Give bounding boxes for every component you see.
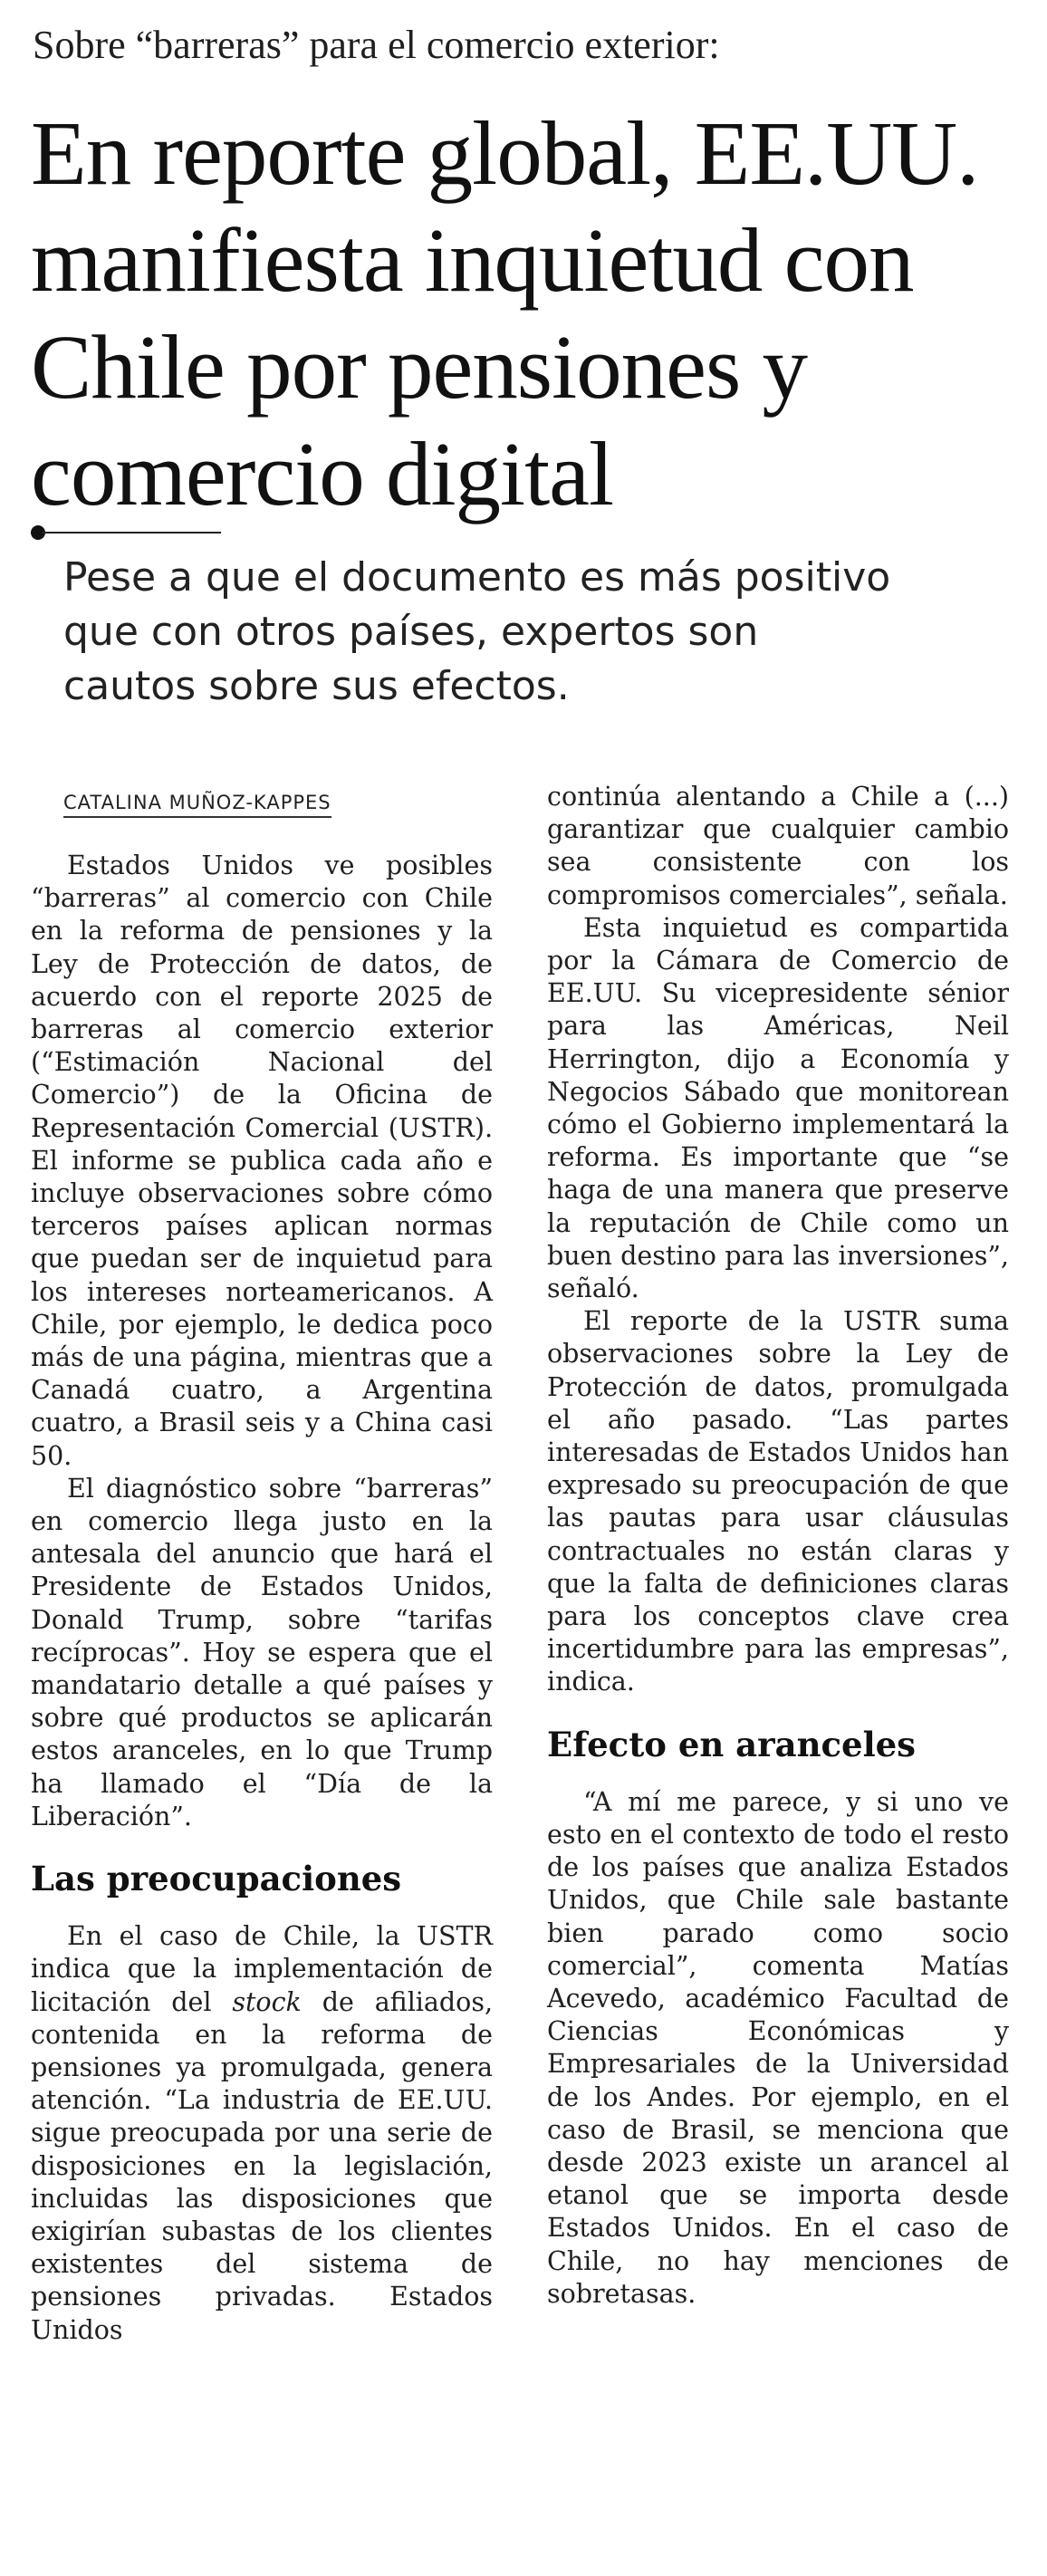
headline <box>31 100 1027 527</box>
paragraph-text: En el caso de Chile, la USTR indica que la implementación de licitación del <box>31 1921 493 2017</box>
headline-line: Chile por pensiones y <box>31 316 808 418</box>
divider-rule <box>42 532 221 533</box>
kicker: Sobre “barreras” para el comercio exterior: <box>33 23 720 67</box>
headline-line: manifiesta inquietud con <box>31 209 914 311</box>
paragraph: Esta inquietud es compartida por la Cámara de Comercio de EE.UU. Su vicepresidente sénior para las Américas, Neil Herrington, dijo a Economía y Negocios Sábado que monitorean cómo el Gobierno implementará la reforma. Es importante que “se haga de una manera que preserve la reputación de Chile como un buen destino para las inversiones”, señaló. <box>547 912 1009 1304</box>
italic-term: stock <box>232 1986 302 2017</box>
deck-line: cautos sobre sus efectos. <box>63 663 570 709</box>
paragraph-text: de afiliados, contenida en la reforma de pensiones ya promulgada, genera atención. “La industria de EE.UU. sigue preocupada por una serie de disposiciones en la legislación, incluidas las disposiciones que exigirían subastas de los clientes existentes del sistema de pensiones privadas. Estados Unidos <box>31 1986 493 2345</box>
paragraph <box>31 1920 493 2347</box>
left-column <box>31 850 493 2347</box>
paragraph: Estados Unidos ve posibles “barreras” al comercio con Chile en la reforma de pensiones y la Ley de Protección de datos, de acuerdo con el reporte 2025 de barreras al comercio exterior (“Estimación Nacional del Comercio”) de la Oficina de Representación Comercial (USTR). El informe se publica cada año e incluye observaciones sobre cómo terceros países aplican normas que puedan ser de inquietud para los intereses norteamericanos. A Chile, por ejemplo, le dedica poco más de una página, mientras que a Canadá cuatro, a Argentina cuatro, a Brasil seis y a China casi 50. <box>31 851 493 1471</box>
right-column <box>547 781 1009 2311</box>
deck <box>63 551 1023 714</box>
subhead: Efecto en aranceles <box>547 1724 916 1764</box>
paragraph: “A mí me parece, y si uno ve esto en el contexto de todo el resto de los países que analiza Estados Unidos, que Chile sale bastante bien parado como socio comercial”, comenta Matías Acevedo, académico Facultad de Ciencias Económicas y Empresariales de la Universidad de los Andes. Por ejemplo, en el caso de Brasil, se menciona que desde 2023 existe un arancel al etanol que se importa desde Estados Unidos. En el caso de Chile, no hay menciones de sobretasas. <box>547 1786 1009 2309</box>
deck-line: que con otros países, expertos son <box>63 609 759 655</box>
paragraph: continúa alentando a Chile a (...) garantizar que cualquier cambio sea consistente con los compromisos comerciales”, señala. <box>547 782 1009 910</box>
headline-line: En reporte global, EE.UU. <box>31 102 979 204</box>
subhead: Las preocupaciones <box>31 1859 402 1899</box>
paragraph: El diagnóstico sobre “barreras” en comercio llega justo en la antesala del anuncio que hará el Presidente de Estados Unidos, Donald Trump, sobre “tarifas recíprocas”. Hoy se espera que el mandatario detalle a qué países y sobre qué productos se aplicarán estos aranceles, en lo que Trump ha llamado el “Día de la Liberación”. <box>31 1473 493 1831</box>
byline: CATALINA MUÑOZ-KAPPES <box>63 792 331 818</box>
headline-line: comercio digital <box>31 423 614 524</box>
paragraph: El reporte de la USTR suma observaciones sobre la Ley de Protección de datos, promulgada el año pasado. “Las partes interesadas de Estados Unidos han expresado su preocupación de que las pautas para usar cláusulas contractuales no están claras y que la falta de definiciones claras para los conceptos clave crea incertidumbre para las empresas”, indica. <box>547 1306 1009 1697</box>
deck-line: Pese a que el documento es más positivo <box>63 554 891 601</box>
